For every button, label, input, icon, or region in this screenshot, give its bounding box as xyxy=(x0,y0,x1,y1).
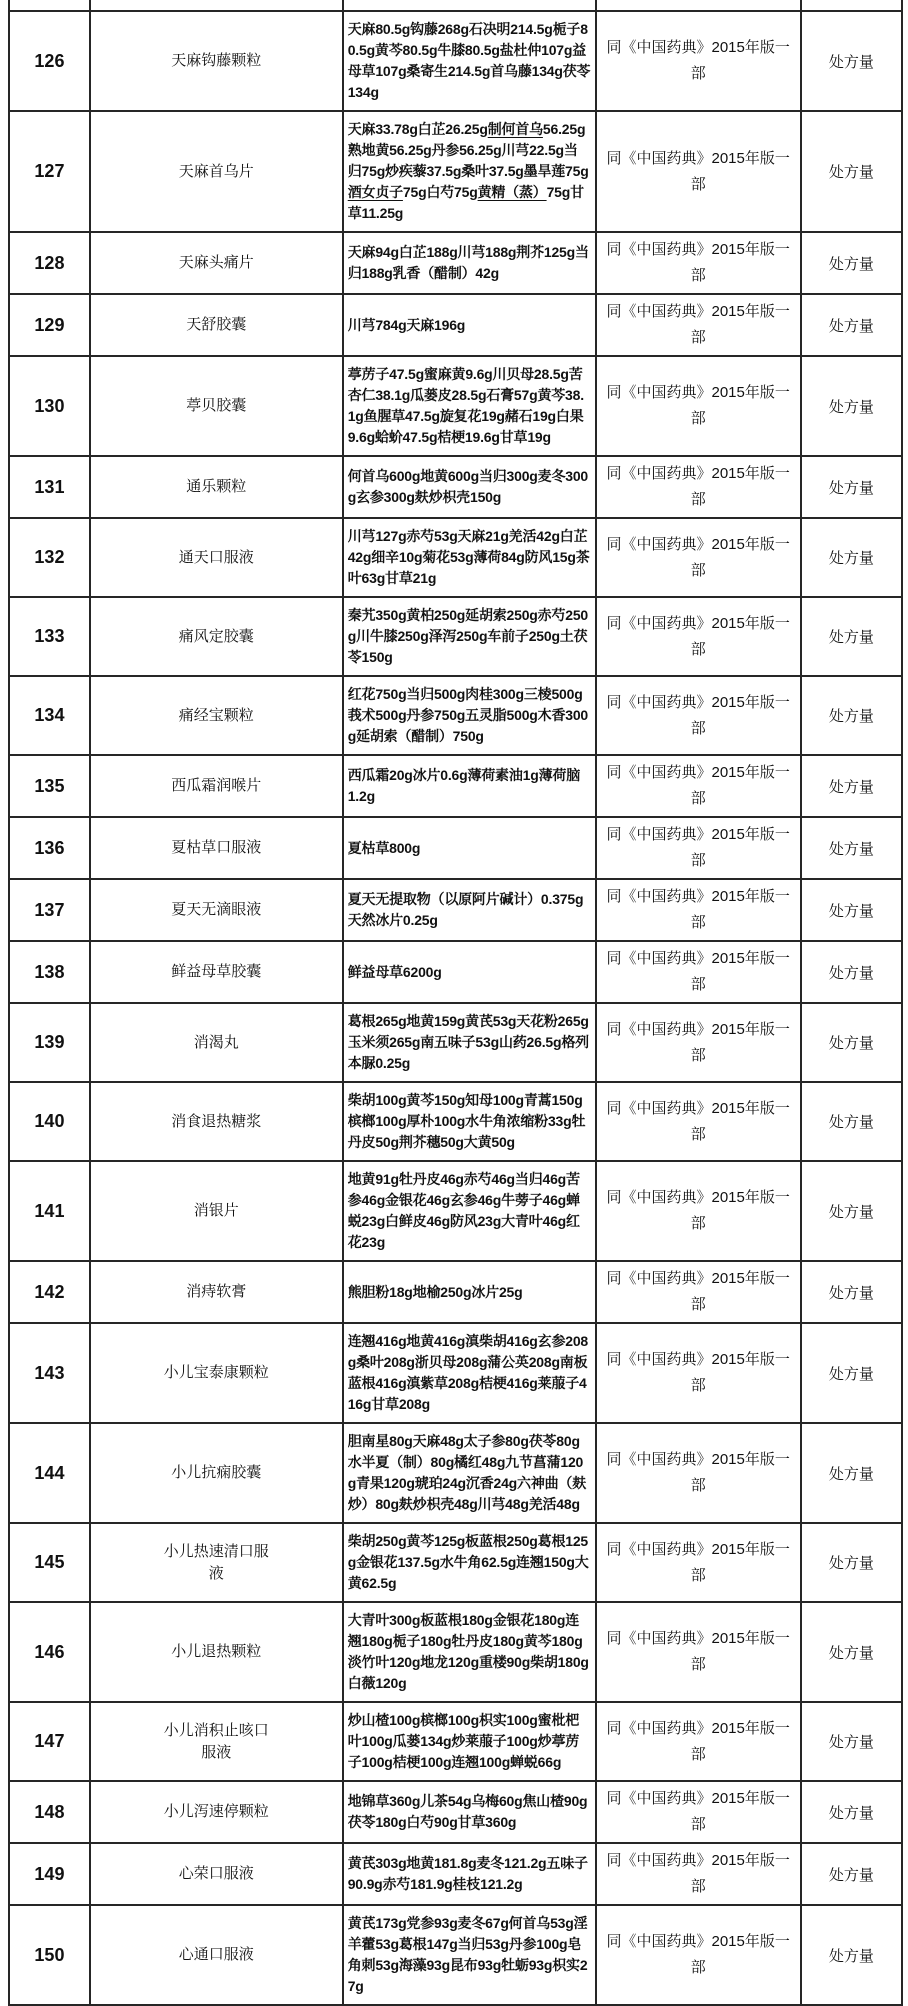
drug-name-text: 消食退热糖浆 xyxy=(171,1112,262,1130)
cell-drug-name xyxy=(90,1261,343,1323)
drug-name-text: 心通口服液 xyxy=(178,1946,254,1964)
ingredient-text: 葛根265g地黄159g黄芪53g天花粉265g玉米须265g南五味子53g山药26.5g格列本脲0.25g xyxy=(347,1013,589,1071)
cell-prescription-amount: 处方量 xyxy=(801,356,902,456)
ingredient-text: 熊胆粉18g地榆250g冰片25g xyxy=(347,1283,523,1300)
ingredient-text: 黄芪303g地黄181.8g麦冬121.2g五味子90.9g赤芍181.9g桂枝121.2g xyxy=(347,1855,588,1892)
cell-ingredients xyxy=(343,356,596,456)
cell-drug-name xyxy=(90,941,343,1003)
cell-ingredients xyxy=(343,1523,596,1602)
cell-prescription-amount: 处方量 xyxy=(801,676,902,755)
ingredient-text-underlined: 制何首乌 xyxy=(487,121,543,137)
drug-name-text: 小儿泻速停颗粒 xyxy=(163,1803,269,1821)
ingredient-text: 柴胡250g黄芩125g板蓝根250g葛根125g金银花137.5g水牛角62.5g连翘150g大黄62.5g xyxy=(347,1533,589,1591)
cell-ingredients xyxy=(343,294,596,356)
table-row xyxy=(9,1602,902,1702)
cell-prescription-amount: 处方量 xyxy=(801,294,902,356)
table-row xyxy=(9,1423,902,1523)
drug-name-text: 消渴丸 xyxy=(193,1033,239,1051)
cell-row-number: 132 xyxy=(9,518,90,597)
cell-prescription-amount: 处方量 xyxy=(801,1702,902,1781)
cell-drug-name xyxy=(90,1702,343,1781)
table-row xyxy=(9,232,902,294)
drug-name-text: 心荣口服液 xyxy=(178,1865,254,1883)
cell-row-number: 140 xyxy=(9,1082,90,1161)
cell-row-number: 139 xyxy=(9,1003,90,1082)
cell-prescription-amount: 处方量 xyxy=(801,1602,902,1702)
cell-ingredients xyxy=(343,1161,596,1261)
cell-drug-name xyxy=(90,1843,343,1905)
cell-row-number: 144 xyxy=(9,1423,90,1523)
cell-prescription-amount: 处方量 xyxy=(801,1161,902,1261)
cell-prescription-amount: 处方量 xyxy=(801,1905,902,2005)
ingredient-text: 大青叶300g板蓝根180g金银花180g连翘180g栀子180g牡丹皮180g黄芩180g淡竹叶120g地龙120g重楼90g柴胡180g白薇120g xyxy=(347,1612,589,1691)
table-row xyxy=(9,518,902,597)
ingredient-text: 红花750g当归500g肉桂300g三棱500g莪术500g丹参750g五灵脂500g木香300g延胡索（醋制）750g xyxy=(347,686,589,744)
drug-name-text: 天麻头痛片 xyxy=(178,254,254,272)
partial-cell xyxy=(801,0,902,11)
ingredient-text: 炒山楂100g槟榔100g枳实100g蜜枇杷叶100g瓜蒌134g炒莱菔子100g炒葶苈子100g桔梗100g连翘100g蝉蜕66g xyxy=(347,1712,580,1770)
table-row xyxy=(9,1905,902,2005)
partial-cell xyxy=(90,0,343,11)
table-row xyxy=(9,356,902,456)
cell-drug-name xyxy=(90,11,343,111)
cell-standard-reference: 同《中国药典》2015年版一部 xyxy=(596,1323,801,1423)
cell-prescription-amount: 处方量 xyxy=(801,1423,902,1523)
table-row xyxy=(9,1523,902,1602)
cell-ingredients xyxy=(343,1905,596,2005)
cell-standard-reference: 同《中国药典》2015年版一部 xyxy=(596,817,801,879)
cell-drug-name xyxy=(90,1781,343,1843)
cell-drug-name xyxy=(90,294,343,356)
cell-drug-name xyxy=(90,1082,343,1161)
cell-row-number: 148 xyxy=(9,1781,90,1843)
table-row xyxy=(9,755,902,817)
cell-ingredients xyxy=(343,1602,596,1702)
cell-row-number: 128 xyxy=(9,232,90,294)
cell-standard-reference: 同《中国药典》2015年版一部 xyxy=(596,1781,801,1843)
cell-standard-reference: 同《中国药典》2015年版一部 xyxy=(596,1905,801,2005)
ingredient-text: 黄芪173g党参93g麦冬67g何首乌53g淫羊藿53g葛根147g当归53g丹参100g皂角刺53g海藻93g昆布93g牡蛎93g枳实27g xyxy=(347,1915,588,1994)
cell-ingredients xyxy=(343,1702,596,1781)
cell-prescription-amount: 处方量 xyxy=(801,879,902,941)
ingredient-text: 川芎784g天麻196g xyxy=(347,316,466,333)
cell-drug-name xyxy=(90,518,343,597)
drug-name-text: 夏枯草口服液 xyxy=(171,839,262,857)
cell-ingredients xyxy=(343,1323,596,1423)
cell-row-number: 126 xyxy=(9,11,90,111)
cell-drug-name xyxy=(90,232,343,294)
cell-drug-name xyxy=(90,1323,343,1423)
cell-drug-name xyxy=(90,1523,343,1602)
cell-ingredients xyxy=(343,597,596,676)
cell-row-number: 146 xyxy=(9,1602,90,1702)
ingredient-text-underlined: 黄精（蒸） xyxy=(477,184,547,200)
cell-standard-reference: 同《中国药典》2015年版一部 xyxy=(596,518,801,597)
ingredient-text: 天麻33.78g白芷26.25g xyxy=(347,121,488,137)
cell-row-number: 131 xyxy=(9,456,90,518)
cell-drug-name xyxy=(90,356,343,456)
cell-drug-name xyxy=(90,817,343,879)
table-row xyxy=(9,817,902,879)
cell-prescription-amount: 处方量 xyxy=(801,1003,902,1082)
cell-prescription-amount: 处方量 xyxy=(801,597,902,676)
ingredient-text: 秦艽350g黄柏250g延胡索250g赤芍250g川牛膝250g泽泻250g车前子250g土茯苓150g xyxy=(347,607,589,665)
drug-name-text: 通天口服液 xyxy=(178,548,254,566)
cell-standard-reference: 同《中国药典》2015年版一部 xyxy=(596,755,801,817)
cell-row-number: 142 xyxy=(9,1261,90,1323)
drug-name-text: 葶贝胶囊 xyxy=(186,397,247,415)
cell-ingredients xyxy=(343,1261,596,1323)
cell-ingredients xyxy=(343,1082,596,1161)
ingredient-text: 56.25g熟地黄56.25g丹参56.25g川芎22.5g当归75g炒疾藜37.5g桑叶37.5g墨旱莲75g xyxy=(347,121,589,179)
ingredient-text: 夏天无提取物（以原阿片碱计）0.375g天然冰片0.25g xyxy=(347,891,584,928)
table-row xyxy=(9,676,902,755)
table-row xyxy=(9,941,902,1003)
cell-standard-reference: 同《中国药典》2015年版一部 xyxy=(596,941,801,1003)
ingredient-text: 川芎127g赤芍53g天麻21g羌活42g白芷42g细辛10g菊花53g薄荷84g防风15g茶叶63g甘草21g xyxy=(347,528,590,586)
cell-row-number: 135 xyxy=(9,755,90,817)
cell-prescription-amount: 处方量 xyxy=(801,456,902,518)
cell-ingredients xyxy=(343,1781,596,1843)
cell-standard-reference: 同《中国药典》2015年版一部 xyxy=(596,456,801,518)
ingredient-text: 胆南星80g天麻48g太子参80g茯苓80g水半夏（制）80g橘红48g九节菖蒲120g青果120g琥珀24g沉香24g六神曲（麸炒）80g麸炒枳壳48g川芎48g羌活48g xyxy=(347,1433,587,1512)
cell-prescription-amount: 处方量 xyxy=(801,817,902,879)
cell-row-number: 138 xyxy=(9,941,90,1003)
drug-name-text: 西瓜霜润喉片 xyxy=(171,777,262,795)
cell-prescription-amount: 处方量 xyxy=(801,1843,902,1905)
ingredient-text: 地黄91g牡丹皮46g赤芍46g当归46g苦参46g金银花46g玄参46g牛蒡子46g蝉蜕23g白鲜皮46g防风23g大青叶46g红花23g xyxy=(347,1171,580,1250)
partial-cell xyxy=(596,0,801,11)
cell-standard-reference: 同《中国药典》2015年版一部 xyxy=(596,676,801,755)
cell-drug-name xyxy=(90,111,343,232)
drug-name-text: 天麻钩藤颗粒 xyxy=(171,52,262,70)
cell-standard-reference: 同《中国药典》2015年版一部 xyxy=(596,11,801,111)
cell-standard-reference: 同《中国药典》2015年版一部 xyxy=(596,1161,801,1261)
cell-prescription-amount: 处方量 xyxy=(801,1523,902,1602)
cell-row-number: 127 xyxy=(9,111,90,232)
cell-standard-reference: 同《中国药典》2015年版一部 xyxy=(596,1523,801,1602)
cell-ingredients xyxy=(343,755,596,817)
drug-name-text: 小儿抗痫胶囊 xyxy=(171,1464,262,1482)
cell-row-number: 134 xyxy=(9,676,90,755)
cell-standard-reference: 同《中国药典》2015年版一部 xyxy=(596,1423,801,1523)
cell-row-number: 130 xyxy=(9,356,90,456)
ingredient-text: 柴胡100g黄芩150g知母100g青蒿150g槟榔100g厚朴100g水牛角浓缩粉33g牡丹皮50g荆芥穗50g大黄50g xyxy=(347,1092,586,1150)
ingredient-text: 何首乌600g地黄600g当归300g麦冬300g玄参300g麸炒枳壳150g xyxy=(347,468,589,505)
table-row xyxy=(9,1261,902,1323)
ingredient-text: 天麻80.5g钩藤268g石决明214.5g栀子80.5g黄芩80.5g牛膝80.5g盐杜仲107g益母草107g桑寄生214.5g首乌藤134g茯苓134g xyxy=(347,21,591,100)
cell-drug-name xyxy=(90,597,343,676)
ingredient-text: 西瓜霜20g冰片0.6g薄荷素油1g薄荷脑1.2g xyxy=(347,767,580,804)
cell-prescription-amount: 处方量 xyxy=(801,1781,902,1843)
cell-standard-reference: 同《中国药典》2015年版一部 xyxy=(596,597,801,676)
cell-row-number: 136 xyxy=(9,817,90,879)
drug-name-text: 通乐颗粒 xyxy=(186,478,247,496)
table-row xyxy=(9,879,902,941)
cell-standard-reference: 同《中国药典》2015年版一部 xyxy=(596,294,801,356)
table-row xyxy=(9,11,902,111)
drug-name-text: 天舒胶囊 xyxy=(186,316,247,334)
ingredient-text: 天麻94g白芷188g川芎188g荆芥125g当归188g乳香（醋制）42g xyxy=(347,244,589,281)
cell-row-number: 145 xyxy=(9,1523,90,1602)
drug-name-text: 小儿消积止咳口服液 xyxy=(163,1721,269,1761)
cell-prescription-amount: 处方量 xyxy=(801,755,902,817)
cell-prescription-amount: 处方量 xyxy=(801,1082,902,1161)
partial-row-top xyxy=(9,0,902,11)
drug-name-text: 夏天无滴眼液 xyxy=(171,901,262,919)
drug-formula-table xyxy=(8,0,903,2006)
cell-row-number: 137 xyxy=(9,879,90,941)
cell-standard-reference: 同《中国药典》2015年版一部 xyxy=(596,356,801,456)
cell-drug-name xyxy=(90,1905,343,2005)
table-row xyxy=(9,1323,902,1423)
cell-ingredients xyxy=(343,676,596,755)
cell-standard-reference: 同《中国药典》2015年版一部 xyxy=(596,1602,801,1702)
cell-prescription-amount: 处方量 xyxy=(801,11,902,111)
cell-ingredients xyxy=(343,879,596,941)
cell-prescription-amount: 处方量 xyxy=(801,111,902,232)
ingredient-text: 地锦草360g儿茶54g乌梅60g焦山楂90g茯苓180g白芍90g甘草360g xyxy=(347,1793,588,1830)
cell-ingredients xyxy=(343,518,596,597)
cell-row-number: 150 xyxy=(9,1905,90,2005)
drug-name-text: 鲜益母草胶囊 xyxy=(171,963,262,981)
ingredient-text: 夏枯草800g xyxy=(347,839,421,856)
cell-row-number: 143 xyxy=(9,1323,90,1423)
cell-ingredients xyxy=(343,1843,596,1905)
cell-row-number: 149 xyxy=(9,1843,90,1905)
cell-standard-reference: 同《中国药典》2015年版一部 xyxy=(596,1261,801,1323)
cell-ingredients xyxy=(343,456,596,518)
cell-prescription-amount: 处方量 xyxy=(801,518,902,597)
cell-row-number: 141 xyxy=(9,1161,90,1261)
table-row xyxy=(9,111,902,232)
cell-prescription-amount: 处方量 xyxy=(801,1261,902,1323)
ingredient-text: 75g甘草11.25g xyxy=(347,184,584,221)
drug-name-text: 消银片 xyxy=(193,1202,239,1220)
cell-drug-name xyxy=(90,676,343,755)
cell-prescription-amount: 处方量 xyxy=(801,941,902,1003)
cell-ingredients xyxy=(343,1003,596,1082)
cell-ingredients xyxy=(343,817,596,879)
cell-drug-name xyxy=(90,879,343,941)
table-row xyxy=(9,456,902,518)
cell-standard-reference: 同《中国药典》2015年版一部 xyxy=(596,1843,801,1905)
cell-row-number: 133 xyxy=(9,597,90,676)
cell-drug-name xyxy=(90,1423,343,1523)
table-row xyxy=(9,1702,902,1781)
cell-ingredients xyxy=(343,11,596,111)
cell-row-number: 147 xyxy=(9,1702,90,1781)
table-row xyxy=(9,294,902,356)
cell-drug-name xyxy=(90,1602,343,1702)
cell-standard-reference: 同《中国药典》2015年版一部 xyxy=(596,1082,801,1161)
table-row xyxy=(9,1843,902,1905)
ingredient-text: 葶苈子47.5g蜜麻黄9.6g川贝母28.5g苦杏仁38.1g瓜蒌皮28.5g石膏57g黄芩38.1g鱼腥草47.5g旋复花19g赭石19g白果9.6g蛤蚧47.5g桔梗19.6g甘草19g xyxy=(347,366,584,445)
cell-drug-name xyxy=(90,1161,343,1261)
table-row xyxy=(9,1082,902,1161)
cell-drug-name xyxy=(90,755,343,817)
drug-name-text: 小儿热速清口服液 xyxy=(163,1542,269,1582)
cell-standard-reference: 同《中国药典》2015年版一部 xyxy=(596,111,801,232)
drug-name-text: 痛经宝颗粒 xyxy=(178,706,254,724)
cell-standard-reference: 同《中国药典》2015年版一部 xyxy=(596,1003,801,1082)
cell-prescription-amount: 处方量 xyxy=(801,232,902,294)
partial-cell xyxy=(9,0,90,11)
cell-standard-reference: 同《中国药典》2015年版一部 xyxy=(596,1702,801,1781)
cell-drug-name xyxy=(90,456,343,518)
ingredient-text-underlined: 酒女贞子 xyxy=(347,184,403,200)
cell-ingredients xyxy=(343,111,596,232)
drug-name-text: 小儿退热颗粒 xyxy=(171,1643,262,1661)
drug-name-text: 消痔软膏 xyxy=(186,1283,247,1301)
drug-name-text: 天麻首乌片 xyxy=(178,162,254,180)
cell-standard-reference: 同《中国药典》2015年版一部 xyxy=(596,879,801,941)
table-row xyxy=(9,1003,902,1082)
table-body xyxy=(9,0,902,2005)
ingredient-text: 75g白芍75g xyxy=(402,184,478,200)
drug-name-text: 痛风定胶囊 xyxy=(178,627,254,645)
cell-standard-reference: 同《中国药典》2015年版一部 xyxy=(596,232,801,294)
cell-ingredients xyxy=(343,232,596,294)
table-row xyxy=(9,1161,902,1261)
table-row xyxy=(9,1781,902,1843)
partial-cell xyxy=(343,0,596,11)
ingredient-text: 连翘416g地黄416g滇柴胡416g玄参208g桑叶208g浙贝母208g蒲公英208g南板蓝根416g滇紫草208g桔梗416g莱菔子416g甘草208g xyxy=(347,1333,589,1412)
ingredient-text: 鲜益母草6200g xyxy=(347,963,442,980)
cell-ingredients xyxy=(343,941,596,1003)
cell-ingredients xyxy=(343,1423,596,1523)
cell-drug-name xyxy=(90,1003,343,1082)
cell-row-number: 129 xyxy=(9,294,90,356)
drug-name-text: 小儿宝泰康颗粒 xyxy=(163,1364,269,1382)
table-row xyxy=(9,597,902,676)
cell-prescription-amount: 处方量 xyxy=(801,1323,902,1423)
